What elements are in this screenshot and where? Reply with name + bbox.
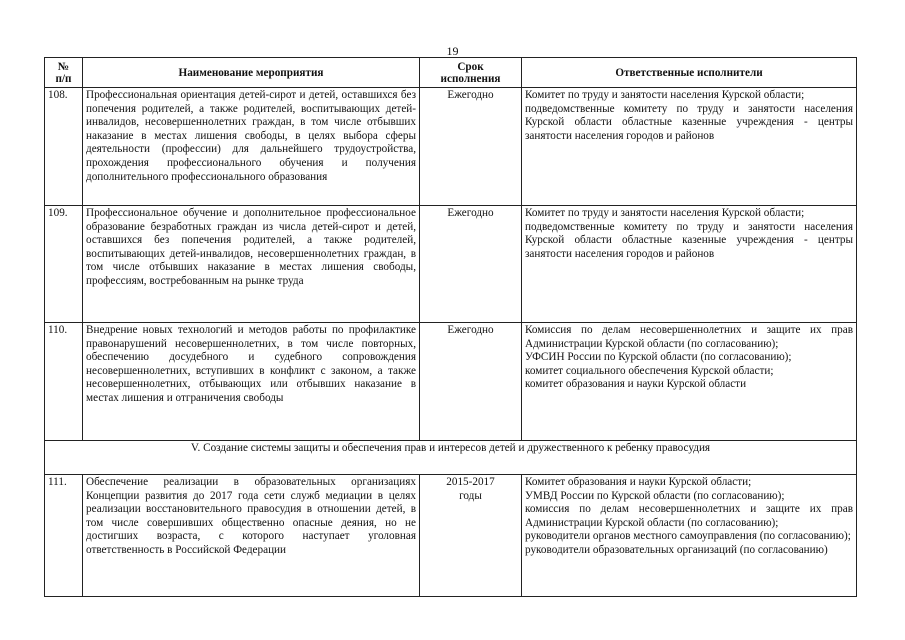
responsible-line: Комитет по труду и занятости населения Курской области; (525, 89, 805, 101)
measure-responsible (522, 475, 857, 597)
table-row (45, 88, 857, 206)
section-row (45, 441, 857, 475)
measures-table (44, 57, 857, 597)
measure-term: Ежегодно (420, 323, 522, 441)
measure-responsible (522, 323, 857, 441)
table-row (45, 475, 857, 597)
responsible-line: УМВД России по Курской области (по согласованию); (525, 489, 785, 502)
responsible-line: подведомственные комитету по труду и занятости населения Курской области областные казенные учреждения - центры занятости населения городов и районов (525, 220, 853, 260)
page-number: 19 (446, 44, 459, 58)
measure-responsible (522, 206, 857, 323)
responsible-line: руководители органов местного самоуправления (по согласованию); (525, 530, 851, 543)
header-name: Наименование мероприятия (83, 58, 420, 88)
responsible-line: руководители образовательных организаций (по согласованию) (525, 543, 828, 556)
table-row (45, 206, 857, 323)
row-number: 111. (45, 475, 83, 597)
measure-name: Обеспечение реализации в образовательных организациях Концепции развития до 2017 года сети служб медиации в целях реализации восстановительного правосудия в отношении детей, в том числе совершивших общественно опасные деяния, но не достигших возраста, с которого наступает уголовная ответственность в Российской Федерации (83, 475, 420, 597)
responsible-line: комитет социального обеспечения Курской области; (525, 364, 774, 377)
measure-responsible (522, 88, 857, 206)
measure-name: Внедрение новых технологий и методов работы по профилактике правонарушений несовершеннолетних, в том числе повторных, обеспечению досудебного и судебного сопровождения несовершеннолетних, вступивших в конфликт с законом, а также несовершеннолетних, отбывающих или отбывших наказание в местах лишения и отграничения свободы (83, 323, 420, 441)
responsible-line: Комиссия по делам несовершеннолетних и защите их прав Администрации Курской области (по согласованию); (525, 324, 853, 350)
row-number: 110. (45, 323, 83, 441)
responsible-line: Комитет образования и науки Курской области; (525, 476, 752, 488)
table-header-row (45, 58, 857, 88)
table-row (45, 323, 857, 441)
responsible-line: комиссия по делам несовершеннолетних и защите их прав Администрации Курской области (по согласованию); (525, 503, 853, 529)
measure-term: 2015-2017 годы (420, 475, 522, 597)
row-number: 109. (45, 206, 83, 323)
measure-name: Профессиональное обучение и дополнительное профессиональное образование безработных граждан из числа детей-сирот и детей, оставшихся без попечения родителей, а также родителей, воспитывающих детей-инвалидов, несовершеннолетних граждан, в том числе отбывших наказание в местах лишения свободы, профессиям, востребованным на рынке труда (83, 206, 420, 323)
responsible-line: комитет образования и науки Курской области (525, 378, 747, 391)
section-title: V. Создание системы защиты и обеспечения прав и интересов детей и дружественного к ребенку правосудия (45, 441, 857, 475)
header-term: Срок исполнения (420, 58, 522, 88)
measure-name: Профессиональная ориентация детей-сирот и детей, оставшихся без попечения родителей, а также родителей, воспитывающих детей-инвалидов, несовершеннолетних граждан, в том числе отбывших наказание в местах лишения свободы, в целях выбора сферы деятельности (профессии) для дальнейшего трудоустройства, прохождения профессионального обучения и получения дополнительного профессионального образования (83, 88, 420, 206)
responsible-line: подведомственные комитету по труду и занятости населения Курской области областные казенные учреждения - центры занятости населения городов и районов (525, 102, 853, 142)
responsible-line: УФСИН России по Курской области (по согласованию); (525, 351, 792, 364)
header-responsible: Ответственные исполнители (522, 58, 857, 88)
measure-term: Ежегодно (420, 88, 522, 206)
row-number: 108. (45, 88, 83, 206)
measure-term: Ежегодно (420, 206, 522, 323)
responsible-line: Комитет по труду и занятости населения Курской области; (525, 207, 805, 219)
header-num: № п/п (45, 58, 83, 88)
